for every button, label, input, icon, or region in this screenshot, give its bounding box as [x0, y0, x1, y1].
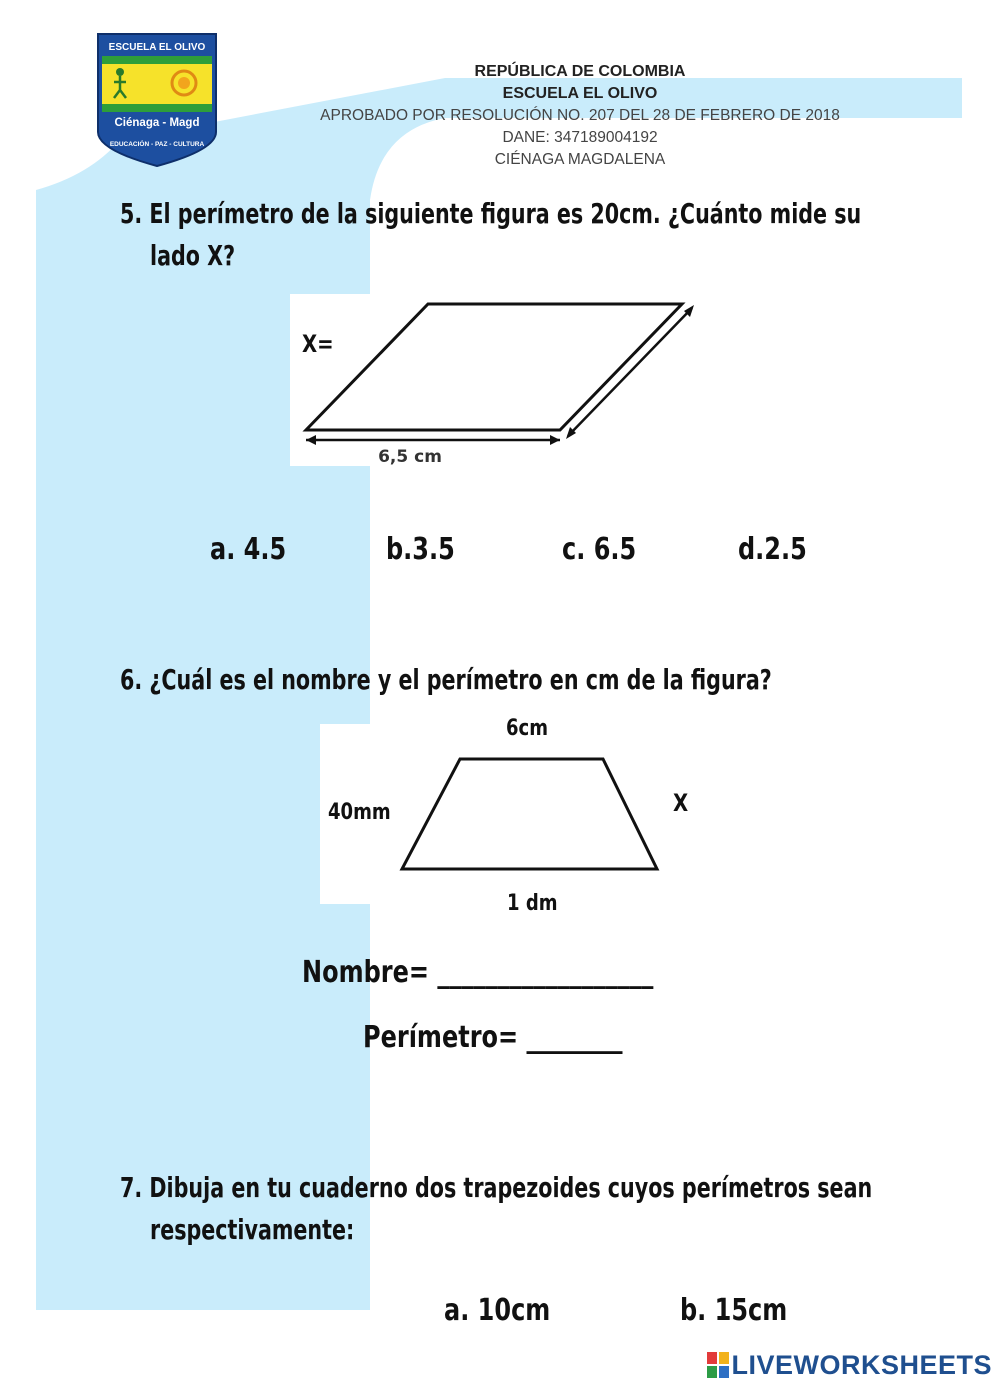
trapezoid-top-label: 6cm [506, 716, 549, 741]
trapezoid-shape [402, 759, 657, 869]
name-field[interactable]: Nombre= __________________ [302, 955, 654, 990]
q5-option-c[interactable]: c. 6.5 [562, 532, 637, 567]
base-label: 6,5 cm [378, 447, 442, 467]
q5-option-b[interactable]: b.3.5 [386, 532, 455, 567]
perimeter-field[interactable]: Perímetro= ________ [363, 1020, 623, 1055]
q5-option-a[interactable]: a. 4.5 [210, 532, 287, 567]
q6-text-line1: 6. ¿Cuál es el nombre y el perímetro en cm de la figura? [120, 663, 772, 696]
parallelogram-shape [306, 304, 682, 430]
q5-text-line1: 5. El perímetro de la siguiente figura es 20cm. ¿Cuánto mide su [120, 197, 862, 230]
q7-text-line1: 7. Dibuja en tu cuaderno dos trapezoides cuyos perímetros sean [120, 1171, 873, 1204]
liveworksheets-brand [707, 1350, 992, 1381]
header-country: REPÚBLICA DE COLOMBIA [474, 63, 686, 80]
q7-option-a: a. 10cm [444, 1293, 551, 1328]
header-city: CIÉNAGA MAGDALENA [494, 151, 666, 168]
q7-option-b: b. 15cm [680, 1293, 788, 1328]
brand-text: LIVEWORKSHEETS [731, 1350, 992, 1380]
school-header [230, 61, 930, 171]
logo-top-text: ESCUELA EL OLIVO [108, 42, 206, 53]
trapezoid-right-label: X [673, 789, 689, 817]
trapezoid-left-label: 40mm [328, 800, 391, 825]
side-dimension-line [568, 308, 692, 436]
q7-text-line2: respectivamente: [150, 1213, 355, 1246]
q5-text-line2: lado X? [150, 239, 236, 272]
x-label: X= [302, 330, 334, 358]
trapezoid-bottom-label: 1 dm [507, 891, 558, 916]
school-logo [92, 28, 222, 170]
logo-bottom-text: EDUCACIÓN - PAZ - CULTURA [109, 141, 205, 148]
liveworksheets-logo-icon [707, 1352, 729, 1378]
trapezoid-figure [390, 750, 670, 880]
logo-band-text: Ciénaga - Magd [114, 117, 200, 129]
header-resolution: APROBADO POR RESOLUCIÓN NO. 207 DEL 28 DE FEBRERO DE 2018 [320, 107, 840, 124]
parallelogram-figure [290, 294, 710, 474]
q5-option-d[interactable]: d.2.5 [738, 532, 807, 567]
header-dane: DANE: 347189004192 [502, 129, 658, 146]
header-school: ESCUELA EL OLIVO [502, 85, 658, 102]
